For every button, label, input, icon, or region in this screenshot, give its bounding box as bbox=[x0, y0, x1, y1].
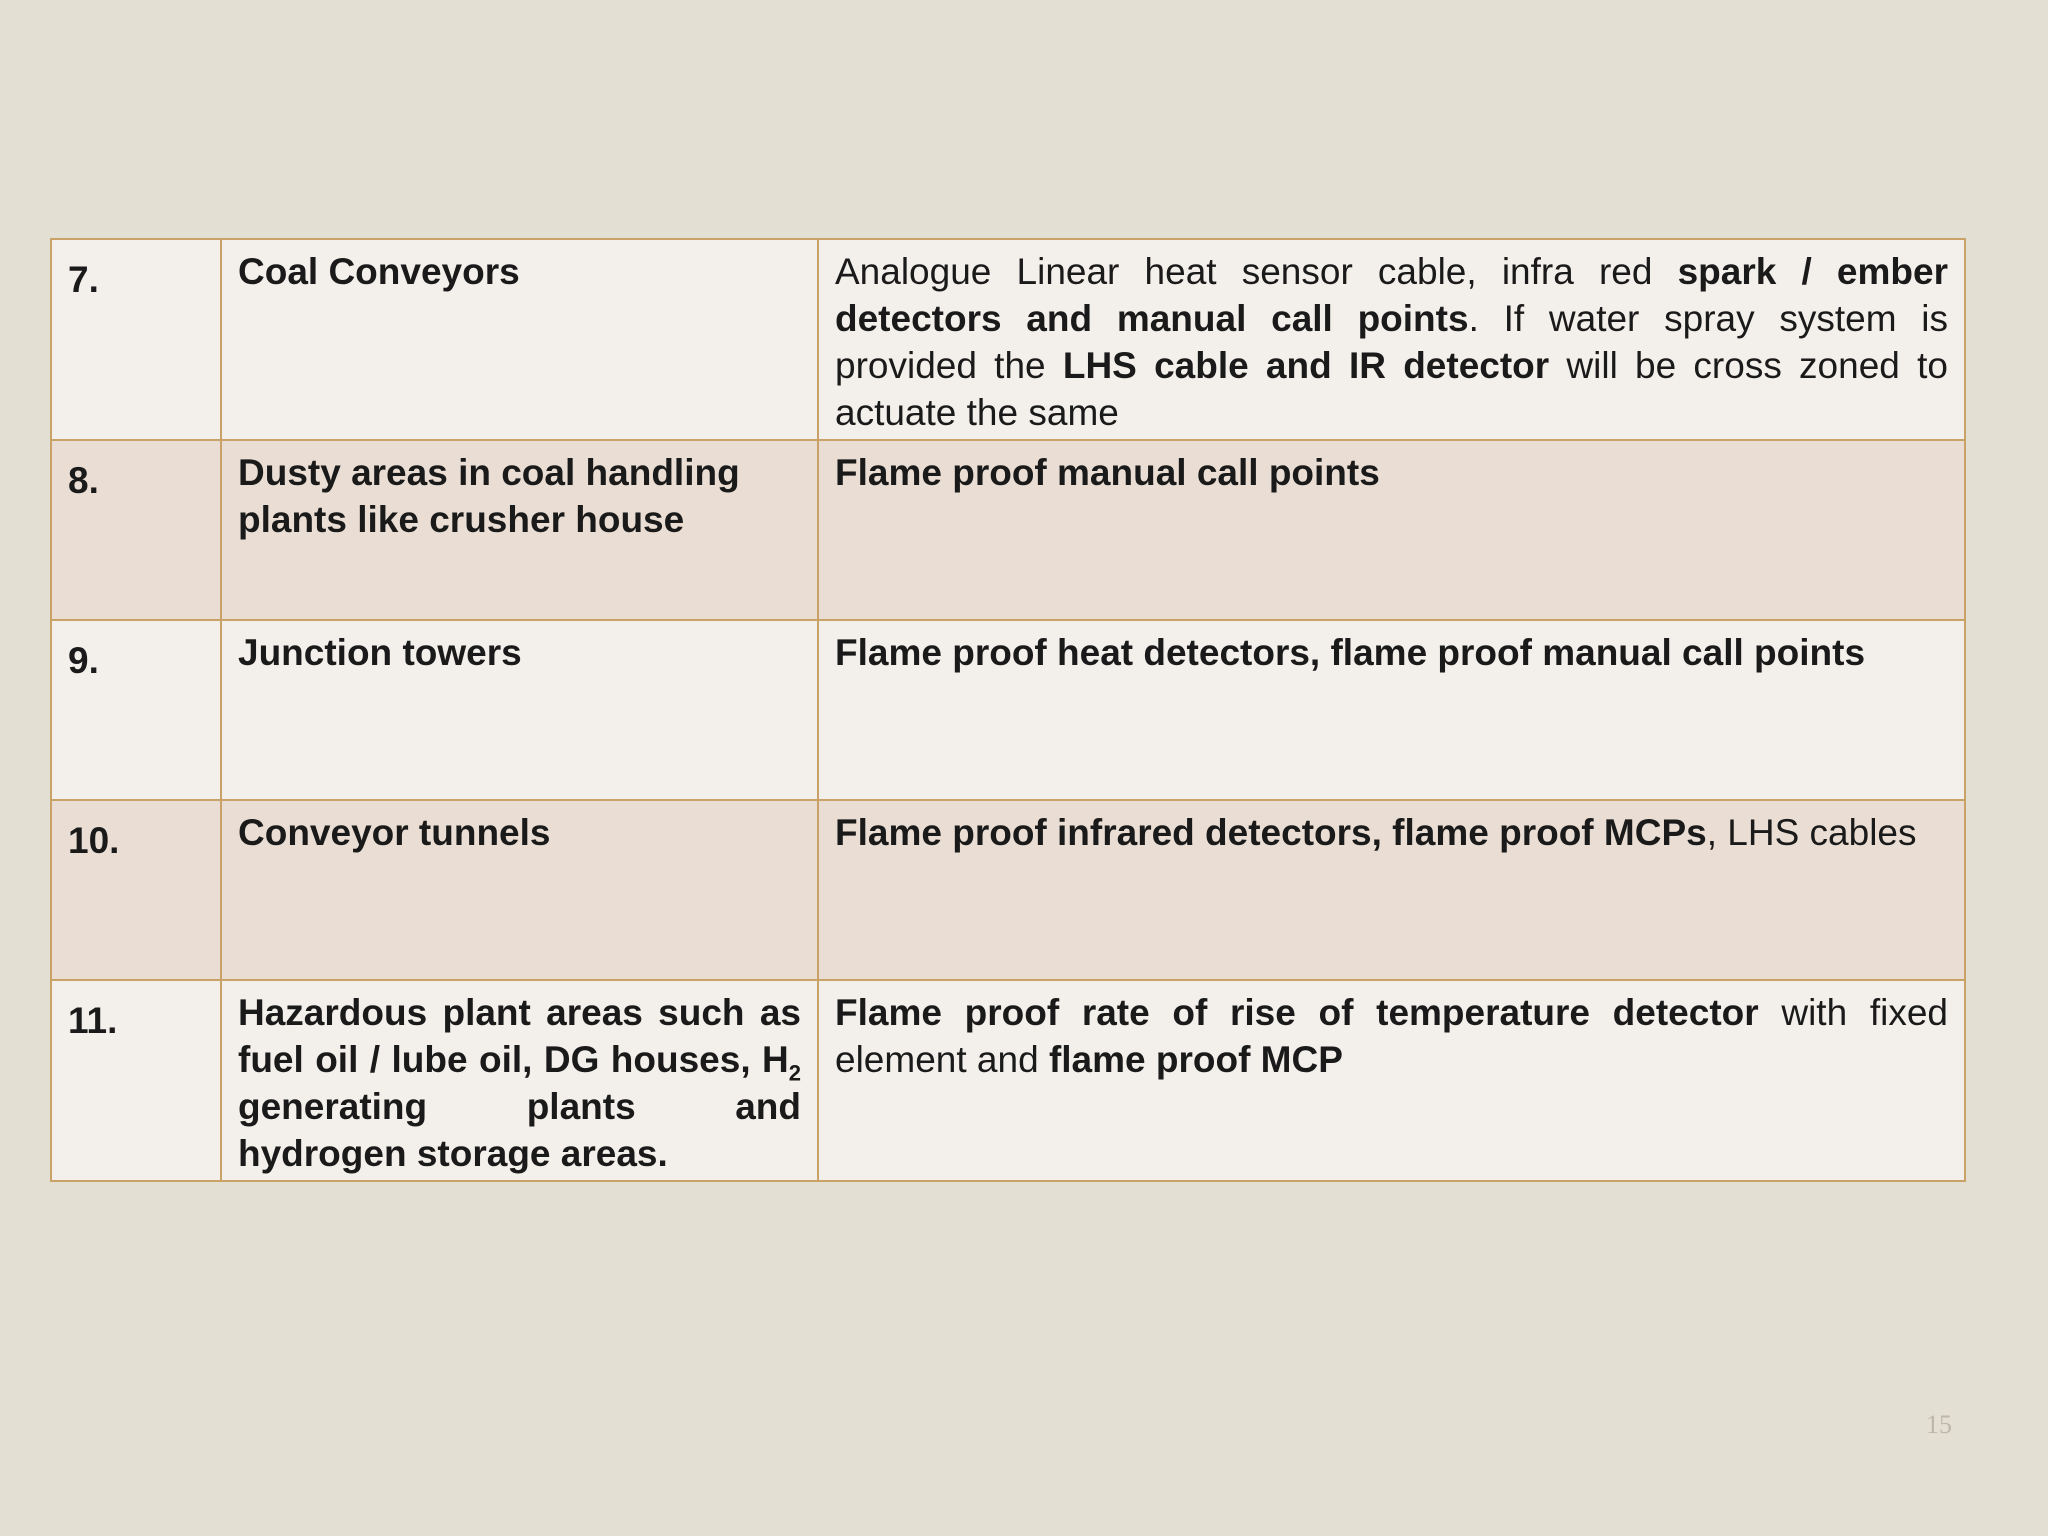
location-text-segment: generating plants and hydrogen storage areas. bbox=[238, 1086, 801, 1174]
detection-text-segment: Flame proof infrared detectors, flame proof MCPs bbox=[835, 812, 1707, 853]
detection-cell bbox=[818, 980, 1965, 1181]
page-number: 15 bbox=[1926, 1410, 1952, 1439]
table-row bbox=[51, 440, 1965, 620]
detection-text-segment: Flame proof manual call points bbox=[835, 452, 1380, 493]
detection-text-segment: Analogue Linear heat sensor cable, infra red bbox=[835, 251, 1678, 292]
location-cell: Conveyor tunnels bbox=[221, 800, 818, 980]
detection-text-segment: , LHS cables bbox=[1706, 812, 1917, 853]
table-row bbox=[51, 620, 1965, 800]
row-number: 9. bbox=[51, 620, 221, 800]
location-cell: Junction towers bbox=[221, 620, 818, 800]
fire-detection-table bbox=[50, 238, 1966, 1182]
row-number: 8. bbox=[51, 440, 221, 620]
detection-cell bbox=[818, 620, 1965, 800]
detection-cell bbox=[818, 800, 1965, 980]
detection-text-segment: LHS cable and IR detector bbox=[1062, 345, 1550, 386]
detection-cell bbox=[818, 440, 1965, 620]
row-number: 11. bbox=[51, 980, 221, 1181]
subscript-text: 2 bbox=[788, 1060, 801, 1086]
table-row bbox=[51, 800, 1965, 980]
detection-cell bbox=[818, 239, 1965, 440]
location-cell: Dusty areas in coal handling plants like crusher house bbox=[221, 440, 818, 620]
detection-text-segment: . If water spray system is provided the bbox=[835, 298, 1948, 386]
row-number: 10. bbox=[51, 800, 221, 980]
detection-text-segment: flame proof MCP bbox=[1048, 1039, 1343, 1080]
detection-text-segment: Flame proof rate of rise of temperature detector bbox=[835, 992, 1759, 1033]
detection-text-segment: will be cross zoned to actuate the same bbox=[835, 345, 1948, 433]
location-cell bbox=[221, 980, 818, 1181]
table-row bbox=[51, 239, 1965, 440]
location-text-segment: Hazardous plant areas such as fuel oil / lube oil, DG houses, H bbox=[238, 992, 801, 1080]
table-row bbox=[51, 980, 1965, 1181]
row-number: 7. bbox=[51, 239, 221, 440]
detection-text-segment: spark / ember detectors and manual call points bbox=[835, 251, 1948, 339]
detection-text-segment: Flame proof heat detectors, flame proof manual call points bbox=[835, 632, 1866, 673]
detection-text-segment: with fixed element and bbox=[835, 992, 1948, 1080]
location-cell: Coal Conveyors bbox=[221, 239, 818, 440]
